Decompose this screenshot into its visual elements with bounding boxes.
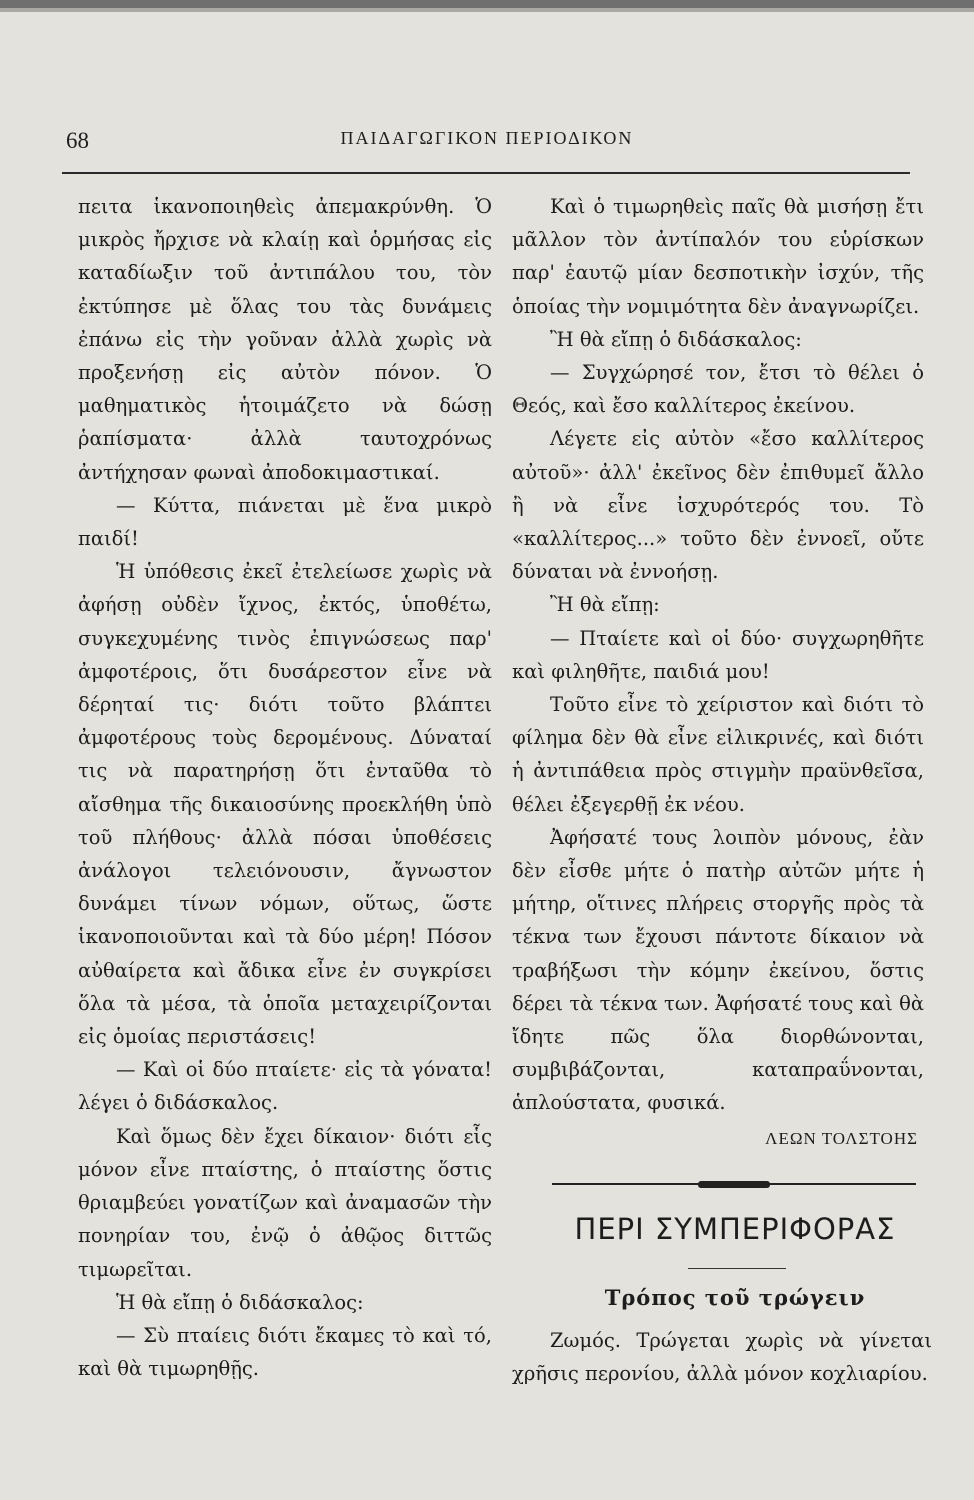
author-signature: ΛΕΩΝ ΤΟΛΣΤΟΗΣ (765, 1128, 918, 1148)
paragraph: Ἢ θὰ εἴπῃ: (550, 593, 660, 617)
paragraph: Λέγετε εἰς αὐτὸν «ἔσο καλλίτερος αὐτοῦ»· ἀλλ' ἐκεῖνος δὲν ἐπιθυμεῖ ἄλλο ἢ νὰ εἶνε ἰσχυρότερός του. Τὸ «καλλίτερος...» τοῦτο δὲν ἐννοεῖ, οὔτε δύναται νὰ ἐννοήσῃ. (512, 427, 924, 584)
page-number: 68 (66, 128, 89, 153)
scan-top-edge (0, 0, 974, 8)
paragraph: Καὶ ὅμως δὲν ἔχει δίκαιον· διότι εἷς μόνον εἶνε πταίστης, ὁ πταίστης ὅστις θριαμβεύει γονατίζων καὶ ἀναμασῶν τὴν πονηρίαν του, ἐνῷ ὁ ἀθῷος διττῶς τιμωρεῖται. (78, 1124, 492, 1281)
paragraph: — Καὶ οἱ δύο πταίετε· εἰς τὰ γόνατα! λέγει ὁ διδάσκαλος. (78, 1058, 492, 1115)
paragraph: — Κύττα, πιάνεται μὲ ἕνα μικρὸ παιδί! (78, 493, 492, 551)
paragraph: Ἡ ὑπόθεσις ἐκεῖ ἐτελείωσε χωρὶς νὰ ἀφήσῃ οὐδὲν ἴχνος, ἐκτός, ὑποθέτω, συγκεχυμένης τινὸς ἐπιγνώσεως παρ' ἀμφοτέροις, ὅτι δυσάρεστον εἶνε νὰ δέρηταί τις· διότι τοῦτο βλάπτει ἀμφοτέρους τοὺς δερομένους. Δύναταί τις νὰ παρατηρήσῃ ὅτι ἐνταῦθα τὸ αἴσθημα τῆς δικαιοσύνης προεκλήθη ὑπὸ τοῦ πλήθους· ἀλλὰ πόσαι ὑποθέσεις ἀνάλογοι τελειόνουσιν, ἄγνωστον δυνάμει τίνων νόμων, οὕτως, ὥστε ἱκανοποιοῦνται καὶ τὰ δύο μέρη! Πόσον αὐθαίρετα καὶ ἄδικα εἶνε ἐν συγκρίσει ὅλα τὰ μέσα, τὰ ὁποῖα μεταχειρίζονται εἰς ὁμοίας περιστάσεις! (78, 560, 492, 1049)
header-rule (62, 172, 910, 174)
paragraph: Ἡ θὰ εἴπῃ ὁ διδάσκαλος: (116, 1290, 364, 1314)
paragraph: — Σὺ πταίεις διότι ἔκαμες τὸ καὶ τό, καὶ θὰ τιμωρηθῇς. (78, 1323, 492, 1381)
section-subtitle: Τρόπος τοῦ τρώγειν (604, 1285, 866, 1310)
scan-top-edge-shadow (0, 8, 974, 12)
section-title: ΠΕΡΙ ΣΥΜΠΕΡΙΦΟΡΑΣ (574, 1212, 896, 1246)
paragraph: Τοῦτο εἶνε τὸ χείριστον καὶ διότι τὸ φίλημα δὲν θὰ εἶνε εἰλικρινές, καὶ διότι ἡ ἀντιπάθεια πρὸς στιγμὴν πραϋνθεῖσα, θέλει ἐξεγερθῇ ἐκ νέου. (512, 693, 924, 816)
title-underline (688, 1268, 786, 1269)
running-head: ΠΑΙΔΑΓΩΓΙΚΟΝ ΠΕΡΙΟΔΙΚΟΝ (340, 128, 634, 148)
right-column (512, 190, 924, 1155)
paragraph: — Πταίετε καὶ οἱ δύο· συγχωρηθῆτε καὶ φιληθῆτε, παιδιά μου! (512, 626, 924, 683)
section-divider (552, 1182, 916, 1187)
paragraph: — Συγχώρησέ τον, ἔτσι τὸ θέλει ὁ Θεός, καὶ ἔσο καλλίτερος ἐκείνου. (512, 361, 924, 418)
section-divider-ornament (698, 1181, 770, 1188)
paragraph: Καὶ ὁ τιμωρηθεὶς παῖς θὰ μισήσῃ ἔτι μᾶλλον τὸν ἀντίπαλόν του εὑρίσκων παρ' ἑαυτῷ μίαν δεσποτικὴν ἰσχύν, τῆς ὁποίας τὴν νομιμότητα δὲν ἀναγνωρίζει. (512, 195, 924, 318)
paragraph: Ἀφήσατέ τους λοιπὸν μόνους, ἐὰν δὲν εἶσθε μήτε ὁ πατὴρ αὐτῶν μήτε ἡ μήτηρ, οἵτινες πλήρεις στοργῆς πρὸς τὰ τέκνα των ἔχουσι πάντοτε δίκαιον νὰ τραβήξωσι τὴν κόμην ἐκείνου, ὅστις δέρει τὰ τέκνα των. Ἀφήσατέ τους καὶ θὰ ἴδητε πῶς ὅλα διορθώνονται, συμβιβάζονται, καταπραΰνονται, ἁπλούστατα, φυσικά. (512, 825, 924, 1115)
paragraph: Ἢ θὰ εἴπῃ ὁ διδάσκαλος: (550, 327, 802, 351)
section-body (512, 1324, 932, 1390)
left-column (78, 190, 492, 1385)
paragraph: Ζωμός. Τρώγεται χωρὶς νὰ γίνεται χρῆσις περονίου, ἀλλὰ μόνον κοχλιαρίου. (512, 1329, 932, 1386)
paragraph: πειτα ἱκανοποιηθεὶς ἀπεμακρύνθη. Ὁ μικρὸς ἤρχισε νὰ κλαίῃ καὶ ὁρμήσας εἰς καταδίωξιν τοῦ ἀντιπάλου του, τὸν ἐκτύπησε μὲ ὅλας του τὰς δυνάμεις ἐπάνω εἰς τὴν γοῦναν ἀλλὰ χωρὶς νὰ προξενήσῃ εἰς αὐτὸν πόνον. Ὁ μαθηματικὸς ἡτοιμάζετο νὰ δώσῃ ῥαπίσματα· ἀλλὰ ταυτοχρόνως ἀντήχησαν φωναὶ ἀποδοκιμαστικαί. (78, 195, 492, 484)
